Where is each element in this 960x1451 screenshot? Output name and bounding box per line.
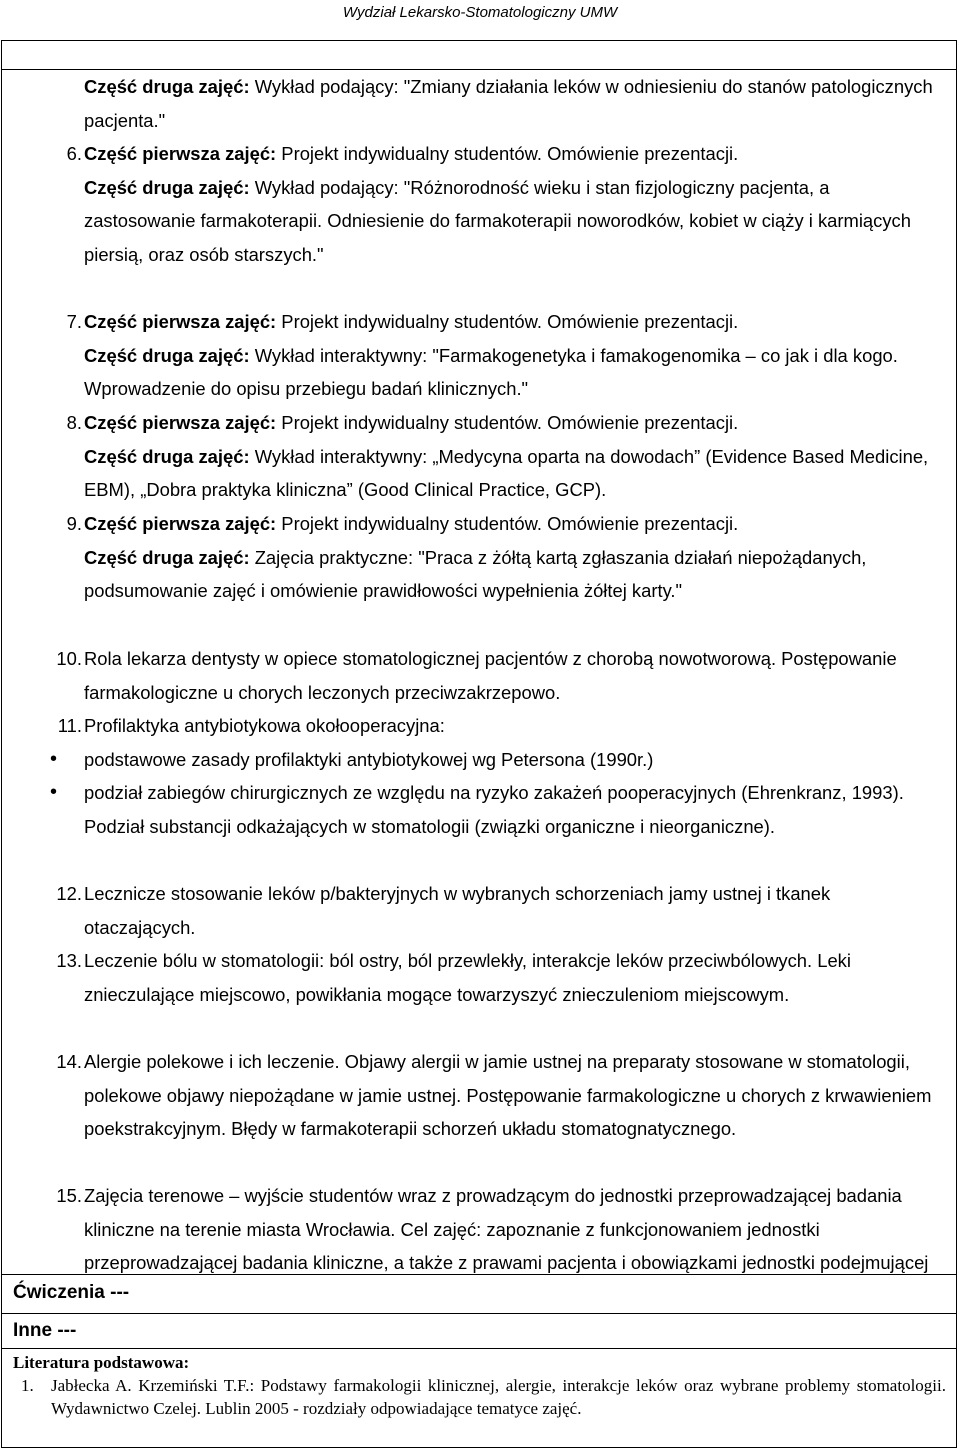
item-number: 8. xyxy=(66,412,82,433)
item-number: 11. xyxy=(57,715,82,736)
intro-paragraph: Część druga zajęć: Wykład podający: "Zmiany działania leków w odniesieniu do stanów patologicznych pacjenta." xyxy=(84,76,933,131)
row-divider xyxy=(2,1274,956,1275)
item-number: 7. xyxy=(66,311,82,332)
item-number: 12. xyxy=(56,883,82,904)
lecture-topics-cell: Część druga zajęć: Wykład podający: "Zmiany działania leków w odniesieniu do stanów patologicznych pacjenta." 6. Część pierwsza zajęć: Projekt indywidualny studentów. Omówienie prezentacji. Część druga zajęć: Wykład podający: "Różnorodność wieku i stan fizjologiczny pacjenta, a zastosowanie farmakoterapii. Odniesienie do farmakoterapii noworodków, kobiet w ciąży i karmiących piersią, oraz osób starszych." 7. Część pierwsza zajęć: Projekt indywidualny studentów. Omówienie prezentacji. Część druga zajęć: Wykład interaktywny: "Farmakogenetyka i famakogenomika – co jak i dla kogo. Wprowadzenie do opisu przebiegu badań klinicznych." 8. Część pierwsza zajęć: Projekt indywidualny studentów. Omówienie prezentacji. Część druga zajęć: Wykład interaktywny: „Medycyna oparta na dowodach” (Evidence Based Medicine, EBM), „Dobra praktyka kliniczna” (Good Clinical Practice, GCP). 9. Część pierwsza zajęć: Projekt indywidualny studentów. Omówienie prezentacji. Część druga zajęć: Zajęcia praktyczne: "Praca z żółtą kartą zgłaszania działań niepożądanych, podsumowanie zajęć i omówienie prawidłowości wypełnienia żółtej karty." 10. Rola lekarza dentysty w opiece stomatologicznej pacjentów z chorobą nowotworową. Postępowanie farmakologiczne u chorych leczonych przeciwzakrzepowo. 11. Profilaktyka antybiotykowa okołooperacyjna: • podstawowe zasady profilaktyki antybiotykowej wg Petersona (1990r.) • podział zabiegów chirurgicznych ze względu na ryzyko zakażeń pooperacyjnych (Ehrenkranz, 1993). Podział substancji odkażających w stomatologii (związki organiczne i nieorganiczne). 12. Lecznicze stosowanie leków p/bakteryjnych w wybranych schorzeniach jamy ustnej i tkanek otaczających. 13. Leczenie bólu w stomatologii: ból ostry, ból przewlekły, interakcje leków przeciwbólowych. Leki znieczulające miejscowo, powikłania mogące towarzyszyć znieczuleniom miejscowym. 14. Alergie polekowe i ich leczenie. Objawy alergii w jamie ustnej na preparaty stosowane w stomatologii, polekowe objawy niepożądane w jamie ustnej. Postępowanie farmakologiczne u chorych z krwawieniem poekstrakcyjnym. Błędy w farmakoterapii schorzeń układu stomatognatycznego. 15. Zajęcia terenowe – wyjście studentów wraz z prowadzącym do jednostki przeprowadzającej badania kliniczne na terenie miasta Wrocławia. Cel zajęć: zapoznanie z funkcjonowaniem jednostki przeprowadzającej badania kliniczne, a także z prawami pacjenta i obowiązkami jednostki podejmującej xyxy=(2,70,956,1274)
bullet-icon: • xyxy=(50,781,58,803)
section-inne: Inne --- xyxy=(13,1320,77,1341)
item-number: 14. xyxy=(56,1051,82,1072)
item-number: 6. xyxy=(66,143,82,164)
syllabus-table xyxy=(1,40,957,1448)
item-number: 13. xyxy=(56,950,82,971)
row-divider xyxy=(2,1313,956,1314)
bullet-icon: • xyxy=(50,748,58,770)
section-cwiczenia: Ćwiczenia --- xyxy=(13,1282,130,1303)
item-number: 10. xyxy=(56,648,82,669)
item-number: 15. xyxy=(56,1185,82,1206)
item-number: 9. xyxy=(66,513,82,534)
literature-item: 1. Jabłecka A. Krzemiński T.F.: Podstawy farmakologii klinicznej, alergie, interakcje leków oraz wybrane problemy stomatologii. Wydawnictwo Czelej. Lublin 2005 - rozdziały odpowiadające tematyce zajęć. xyxy=(21,1376,946,1418)
page-header: Wydział Lekarsko-Stomatologiczny UMW xyxy=(342,4,618,21)
literature-title: Literatura podstawowa: xyxy=(13,1353,190,1372)
literature-number: 1. xyxy=(21,1376,34,1395)
row-divider xyxy=(2,1348,956,1349)
